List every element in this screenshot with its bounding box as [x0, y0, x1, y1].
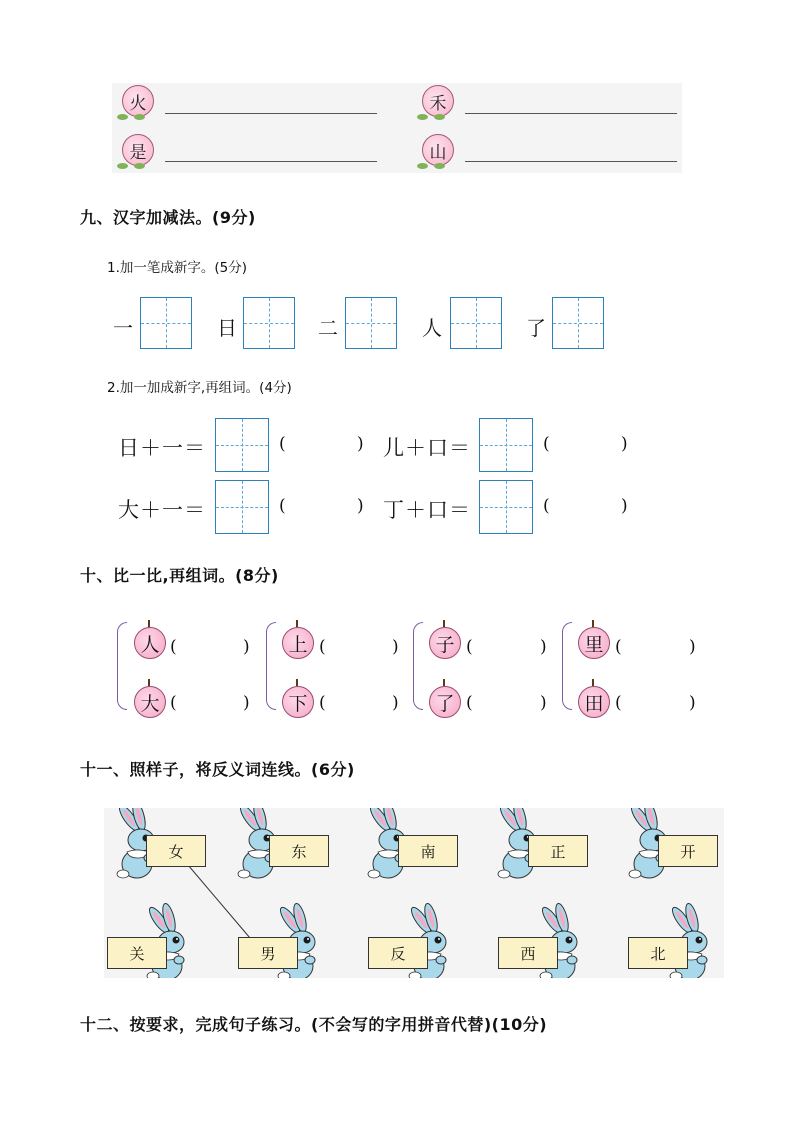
base-char: 人: [422, 316, 442, 340]
word-answer-field[interactable]: [180, 635, 240, 657]
tianzige-box[interactable]: [215, 480, 269, 534]
tianzige-box[interactable]: [140, 297, 192, 349]
peach-char-grain: [422, 85, 454, 117]
leaf-icon: [434, 163, 445, 169]
leaf-icon: [134, 163, 145, 169]
leaf-icon: [434, 114, 445, 120]
word-answer-field[interactable]: [180, 691, 240, 713]
word-sign[interactable]: 北: [628, 937, 688, 969]
paren-close: ): [243, 637, 250, 657]
word-answer-field[interactable]: [554, 494, 616, 518]
base-char: 日: [217, 316, 237, 340]
paren-close: ): [392, 637, 399, 657]
word-sign[interactable]: 东: [269, 835, 329, 867]
tianzige-box[interactable]: [215, 418, 269, 472]
apple-icon: 里: [578, 627, 610, 659]
writing-line[interactable]: [465, 113, 677, 114]
apple-icon: 子: [429, 627, 461, 659]
base-char: 了: [526, 316, 546, 340]
leaf-icon: [134, 114, 145, 120]
equation: 丁＋口＝: [383, 498, 471, 522]
apple-icon: 上: [282, 627, 314, 659]
paren-open: (: [466, 693, 473, 713]
paren-open: (: [615, 637, 622, 657]
stem-icon: [443, 679, 445, 686]
paren-open: (: [615, 693, 622, 713]
section10-heading: 十、比一比,再组词。(8分): [80, 566, 279, 585]
tianzige-box[interactable]: [345, 297, 397, 349]
paren-close: ): [392, 693, 399, 713]
paren-close: ): [243, 693, 250, 713]
tianzige-box[interactable]: [243, 297, 295, 349]
peach-writing-panel: [112, 83, 682, 173]
peach-icon: 火: [122, 85, 154, 117]
section9-part1-title: 1.加一笔成新字。(5分): [107, 260, 248, 276]
apple-icon: 田: [578, 686, 610, 718]
word-sign[interactable]: 男: [238, 937, 298, 969]
brace-icon: [413, 622, 423, 710]
paren-open: (: [170, 693, 177, 713]
paren-close: ): [621, 434, 628, 454]
stem-icon: [148, 679, 150, 686]
paren-open: (: [319, 693, 326, 713]
paren-open: (: [279, 496, 286, 516]
paren-open: (: [543, 434, 550, 454]
word-answer-field[interactable]: [329, 635, 389, 657]
paren-close: ): [357, 434, 364, 454]
apple-icon: 了: [429, 686, 461, 718]
stem-icon: [592, 620, 594, 627]
peach-icon: 禾: [422, 85, 454, 117]
stem-icon: [148, 620, 150, 627]
paren-close: ): [540, 637, 547, 657]
word-sign[interactable]: 正: [528, 835, 588, 867]
leaf-icon: [117, 163, 128, 169]
section12-heading: 十二、按要求，完成句子练习。(不会写的字用拼音代替)(10分): [80, 1015, 548, 1034]
word-answer-field[interactable]: [290, 432, 352, 456]
paren-close: ): [540, 693, 547, 713]
paren-close: ): [357, 496, 364, 516]
base-char: 一: [113, 316, 133, 340]
paren-open: (: [466, 637, 473, 657]
word-answer-field[interactable]: [476, 635, 536, 657]
word-answer-field[interactable]: [554, 432, 616, 456]
word-sign[interactable]: 反: [368, 937, 428, 969]
brace-icon: [562, 622, 572, 710]
word-sign[interactable]: 西: [498, 937, 558, 969]
writing-line[interactable]: [165, 161, 377, 162]
tianzige-box[interactable]: [552, 297, 604, 349]
paren-close: ): [689, 637, 696, 657]
section11-heading: 十一、照样子，将反义词连线。(6分): [80, 760, 355, 779]
equation: 日＋一＝: [118, 436, 206, 460]
brace-icon: [266, 622, 276, 710]
paren-close: ): [621, 496, 628, 516]
word-sign[interactable]: 关: [107, 937, 167, 969]
writing-line[interactable]: [465, 161, 677, 162]
leaf-icon: [117, 114, 128, 120]
paren-close: ): [689, 693, 696, 713]
apple-icon: 大: [134, 686, 166, 718]
word-sign[interactable]: 女: [146, 835, 206, 867]
paren-open: (: [170, 637, 177, 657]
paren-open: (: [279, 434, 286, 454]
stem-icon: [296, 679, 298, 686]
brace-icon: [117, 622, 127, 710]
section9-heading: 九、汉字加减法。(9分): [80, 208, 256, 227]
word-sign[interactable]: 南: [398, 835, 458, 867]
apple-icon: 人: [134, 627, 166, 659]
paren-open: (: [543, 496, 550, 516]
tianzige-box[interactable]: [479, 418, 533, 472]
paren-open: (: [319, 637, 326, 657]
peach-char-is: [122, 134, 154, 166]
stem-icon: [296, 620, 298, 627]
peach-char-mountain: [422, 134, 454, 166]
peach-icon: 是: [122, 134, 154, 166]
word-answer-field[interactable]: [625, 635, 685, 657]
base-char: 二: [318, 316, 338, 340]
writing-line[interactable]: [165, 113, 377, 114]
section9-part2-title: 2.加一加成新字,再组词。(4分): [107, 380, 292, 396]
word-answer-field[interactable]: [329, 691, 389, 713]
word-answer-field[interactable]: [290, 494, 352, 518]
stem-icon: [592, 679, 594, 686]
tianzige-box[interactable]: [479, 480, 533, 534]
stem-icon: [443, 620, 445, 627]
equation: 儿＋口＝: [383, 436, 471, 460]
tianzige-box[interactable]: [450, 297, 502, 349]
leaf-icon: [417, 163, 428, 169]
equation: 大＋一＝: [118, 498, 206, 522]
peach-icon: 山: [422, 134, 454, 166]
word-answer-field[interactable]: [625, 691, 685, 713]
apple-icon: 下: [282, 686, 314, 718]
leaf-icon: [417, 114, 428, 120]
word-sign[interactable]: 开: [658, 835, 718, 867]
peach-char-fire: [122, 85, 154, 117]
word-answer-field[interactable]: [476, 691, 536, 713]
